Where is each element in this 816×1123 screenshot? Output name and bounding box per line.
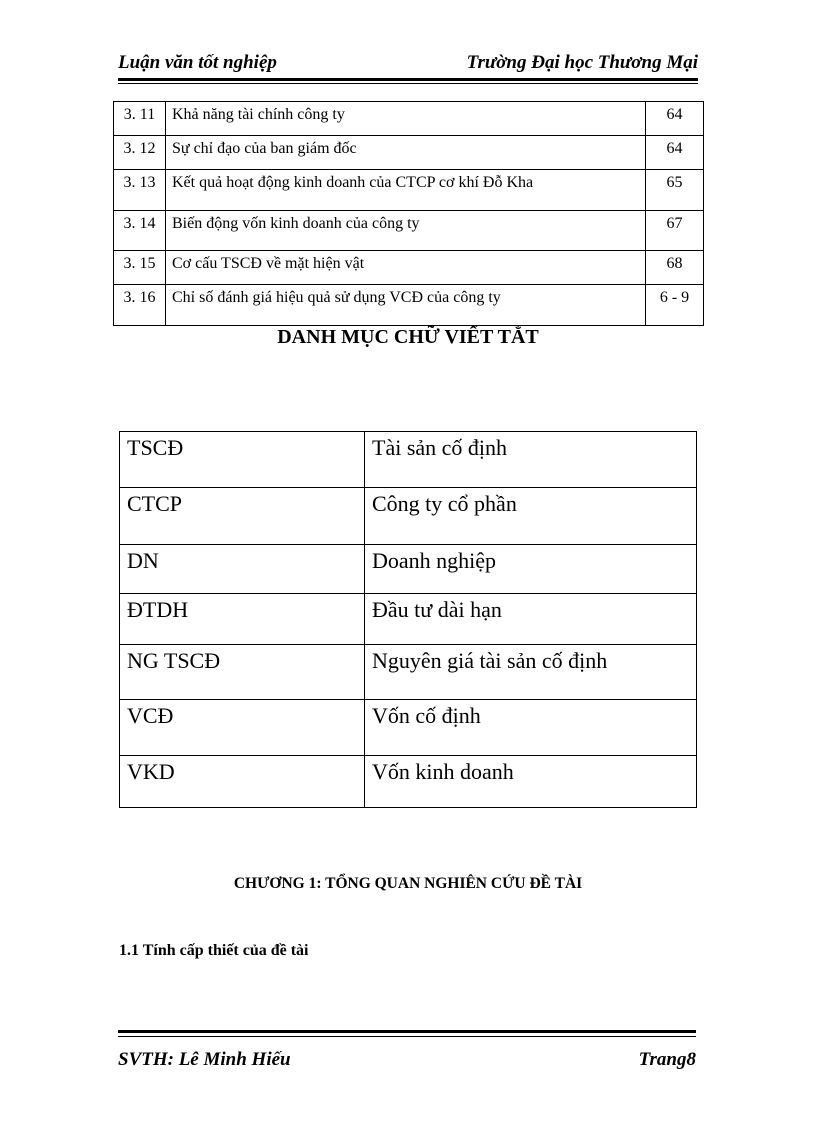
abbreviation: VCĐ <box>120 700 365 756</box>
abbreviation-meaning: Công ty cổ phần <box>365 488 697 545</box>
figure-title: Chỉ số đánh giá hiệu quả sử dụng VCĐ của công ty <box>166 285 646 326</box>
abbreviation-meaning: Tài sản cố định <box>365 432 697 488</box>
footer-page-number: Trang8 <box>638 1049 696 1070</box>
table-row <box>114 251 704 285</box>
abbreviation-meaning: Đầu tư dài hạn <box>365 594 697 645</box>
figure-number: 3. 13 <box>114 170 166 211</box>
figure-page: 67 <box>646 211 704 251</box>
abbreviation: ĐTDH <box>120 594 365 645</box>
table-row <box>114 211 704 251</box>
abbreviation-meaning: Doanh nghiệp <box>365 545 697 594</box>
table-row <box>120 645 697 700</box>
footer-student-label: SVTH: Lê Minh Hiếu <box>118 1049 291 1070</box>
abbreviation-meaning: Nguyên giá tài sản cố định <box>365 645 697 700</box>
table-row <box>114 285 704 326</box>
table-row <box>120 756 697 808</box>
chapter-title: CHƯƠNG 1: TỔNG QUAN NGHIÊN CỨU ĐỀ TÀI <box>233 875 583 892</box>
table-row <box>114 102 704 136</box>
table-row <box>120 432 697 488</box>
table-row <box>120 700 697 756</box>
figure-list-table <box>113 101 704 326</box>
page-header <box>118 52 698 78</box>
figure-title: Sự chỉ đạo của ban giám đốc <box>166 136 646 170</box>
footer-rule-thick <box>118 1030 696 1033</box>
figure-page: 64 <box>646 102 704 136</box>
table-row <box>114 170 704 211</box>
figure-number: 3. 16 <box>114 285 166 326</box>
figure-page: 65 <box>646 170 704 211</box>
header-rule-thin <box>118 83 698 84</box>
abbreviation-meaning: Vốn kinh doanh <box>365 756 697 808</box>
table-row <box>120 594 697 645</box>
abbreviation: VKD <box>120 756 365 808</box>
figure-page: 68 <box>646 251 704 285</box>
header-university-label: Trường Đại học Thương Mại <box>466 52 698 73</box>
section-heading: 1.1 Tính cấp thiết của đề tài <box>119 942 309 959</box>
abbreviation: CTCP <box>120 488 365 545</box>
table-row <box>114 136 704 170</box>
abbreviation: NG TSCĐ <box>120 645 365 700</box>
figure-number: 3. 14 <box>114 211 166 251</box>
figure-number: 3. 11 <box>114 102 166 136</box>
abbreviation: TSCĐ <box>120 432 365 488</box>
figure-title: Khả năng tài chính công ty <box>166 102 646 136</box>
figure-number: 3. 15 <box>114 251 166 285</box>
page-footer <box>118 1049 696 1075</box>
table-row <box>120 488 697 545</box>
footer-rule-thin <box>118 1036 696 1037</box>
header-thesis-label: Luận văn tốt nghiệp <box>118 52 277 73</box>
figure-page: 64 <box>646 136 704 170</box>
figure-number: 3. 12 <box>114 136 166 170</box>
abbreviations-heading: DANH MỤC CHỮ VIẾT TẮT <box>277 326 539 348</box>
abbreviation-meaning: Vốn cố định <box>365 700 697 756</box>
figure-title: Cơ cấu TSCĐ về mặt hiện vật <box>166 251 646 285</box>
figure-page: 6 - 9 <box>646 285 704 326</box>
figure-title: Kết quả hoạt động kinh doanh của CTCP cơ khí Đỗ Kha <box>166 170 646 211</box>
abbreviation: DN <box>120 545 365 594</box>
abbreviations-table <box>119 431 697 808</box>
figure-title: Biến động vốn kinh doanh của công ty <box>166 211 646 251</box>
header-rule-thick <box>118 78 698 81</box>
table-row <box>120 545 697 594</box>
